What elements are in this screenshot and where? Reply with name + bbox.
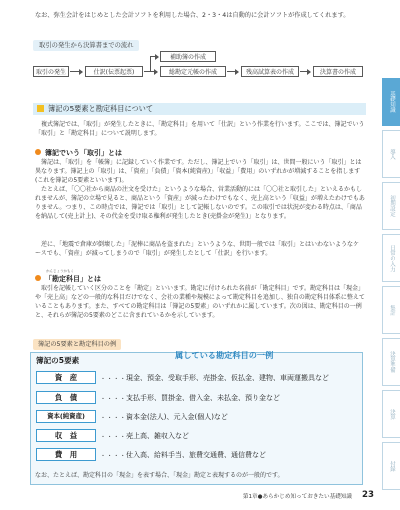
figure-right-heading: 属している勘定科目の一例 [175, 350, 274, 360]
side-tab-intro[interactable] [382, 130, 400, 178]
figure-left-heading: 簿記の5要素 [36, 356, 80, 365]
element-label: 資 産 [36, 371, 96, 384]
account-examples: 売上高、雑収入など [126, 432, 189, 440]
paragraph: 逆に、「地震で倉庫が倒壊した」「泥棒に商品を盗まれた」というような、世間一般では「取引」とはいわないようなケースでも、「資産」が減ってしまうので「取引」が発生したとして「仕訳」を行います。 [35, 241, 360, 258]
flow-label: 取引の発生から決算書までの流れ [33, 40, 139, 51]
subheading-torihiki [35, 148, 122, 158]
side-index [378, 0, 400, 510]
account-examples: 仕入高、給料手当、旅費交通費、通信費など [126, 451, 266, 459]
side-tab-appendix[interactable] [382, 442, 400, 490]
orange-bullet-icon [35, 275, 41, 281]
subheading-kanjo-kamoku [35, 274, 101, 284]
figure-tag: 簿記の5要素と勘定科目の例 [33, 339, 121, 350]
side-tab-aggregate[interactable] [382, 286, 400, 334]
section-title: 簿記の5要素と勘定科目について [48, 104, 154, 113]
leader-dots: ・・・・・ [100, 434, 134, 441]
element-label: 資本(純資産) [36, 410, 96, 423]
flow-step-3: 総勘定元帳の作成 [160, 66, 226, 77]
element-label: 費 用 [36, 448, 96, 461]
side-tab-label: 決算 [389, 408, 395, 420]
leader-dots: ・・・・・ [100, 415, 134, 422]
subheading-text: 「勘定科目」とは [45, 275, 101, 283]
account-examples: 資本金(法人)、元入金(個人)など [126, 413, 228, 421]
flow-step-2: 仕訳(伝票起票) [85, 66, 143, 77]
footnote: なお、たとえば、勘定科目の「現金」を表す場合、「現金」勘定と表現するのが一般的です。 [35, 472, 284, 479]
flow-step-5: 決算書の作成 [313, 66, 363, 77]
side-tab-setup[interactable] [382, 182, 400, 230]
side-tab-label: 集計 [389, 304, 395, 316]
side-tab-label: 決算準備 [389, 351, 395, 373]
chapter-footer: 第1章●あらかじめ知っておきたい基礎知識 [242, 494, 352, 500]
account-examples: 現金、預金、受取手形、売掛金、仮払金、建物、車両運搬具など [126, 374, 329, 382]
ruby-text: かんじょうかもく [46, 269, 74, 273]
flow-arrow [70, 71, 82, 72]
flow-arrow [144, 71, 157, 72]
square-bullet-icon [37, 105, 44, 112]
subheading-text: 簿記でいう「取引」とは [45, 149, 122, 157]
leader-dots: ・・・・・ [100, 376, 134, 383]
paragraph: 取引を記帳していく区分のことを「勘定」といいます。勘定に付けられた名前が「勘定科目」です。勘定科目は「現金」や「売上高」などの一般的な科目だけでなく、会社の業種や規模によって勘定科目を追加し、独自の勘定科目体系に整えていることもあります。また、すべての勘定科目は「簿記の5要素」のいずれかに属しています。次の図は、勘定科目の一例と、それらが簿記の5要素のどこに含まれているかを示しています。 [35, 285, 365, 320]
flow-step-4: 残高試算表の作成 [241, 66, 299, 77]
paragraph: 簿記は、「取引」を「帳簿」に記録していく作業です。ただし、簿記上でいう「取引」は、世間一般にいう「取引」とは異なります。簿記上の「取引」は、「資産」「負債」「資本(純資産)」「収益」「費用」のいずれかが増減することを指します(これを簿記の5要素といいます)。 [35, 159, 362, 185]
account-examples: 支払手形、買掛金、借入金、未払金、預り金など [126, 394, 280, 402]
side-tab-label: 日常の入力 [389, 244, 395, 272]
element-label: 負 債 [36, 391, 96, 404]
side-tab-label: 付録 [389, 460, 395, 472]
page-number: 23 [362, 490, 374, 500]
side-tab-label: 初期設定 [389, 195, 395, 217]
element-label: 収 益 [36, 429, 96, 442]
side-tab-label: 導入 [389, 148, 395, 160]
flow-branch-line [150, 56, 151, 71]
flow-arrow [300, 71, 310, 72]
flow-branch-arrow [150, 56, 158, 57]
side-tab-basics[interactable] [382, 78, 400, 126]
flow-arrow [227, 71, 238, 72]
section-heading [33, 103, 366, 115]
side-tab-daily-input[interactable] [382, 234, 400, 282]
side-tab-closing[interactable] [382, 390, 400, 438]
leader-dots: ・・・・・ [100, 396, 134, 403]
section-intro-paragraph: 複式簿記では、「取引」が発生したときに、「勘定科目」を用いて「仕訳」という作業を行います。ここでは、簿記でいう「取引」と「勘定科目」について説明します。 [35, 121, 365, 138]
side-tab-closing-prep[interactable] [382, 338, 400, 386]
flow-branch-box: 補助簿の作成 [160, 51, 216, 62]
leader-dots: ・・・・・ [100, 453, 134, 460]
paragraph: たとえば、「〇〇社から商品の注文を受けた」というような場合、営業活動的には「〇〇社と取引した」といえるかもしれませんが、簿記の立場で見ると、商品という「資産」が減ったわけでもなく、売上高という「収益」が増えたわけでもありません。つまり、この時点では、簿記では「取引」として記帳しないのです。この取引では状況が変わる時点は、「商品を納品して(売上計上)、その代金を受け取る権利が発生したとき(売掛金が発生)」となります。 [35, 186, 365, 221]
flow-step-1: 取引の発生 [33, 66, 69, 77]
intro-text: なお、弥生会計をはじめとした会計ソフトを利用した場合、2・3・4は自動的に会計ソフトが作成してくれます。 [35, 12, 350, 19]
orange-bullet-icon [35, 149, 41, 155]
side-tab-label: 基礎知識 [389, 91, 395, 113]
